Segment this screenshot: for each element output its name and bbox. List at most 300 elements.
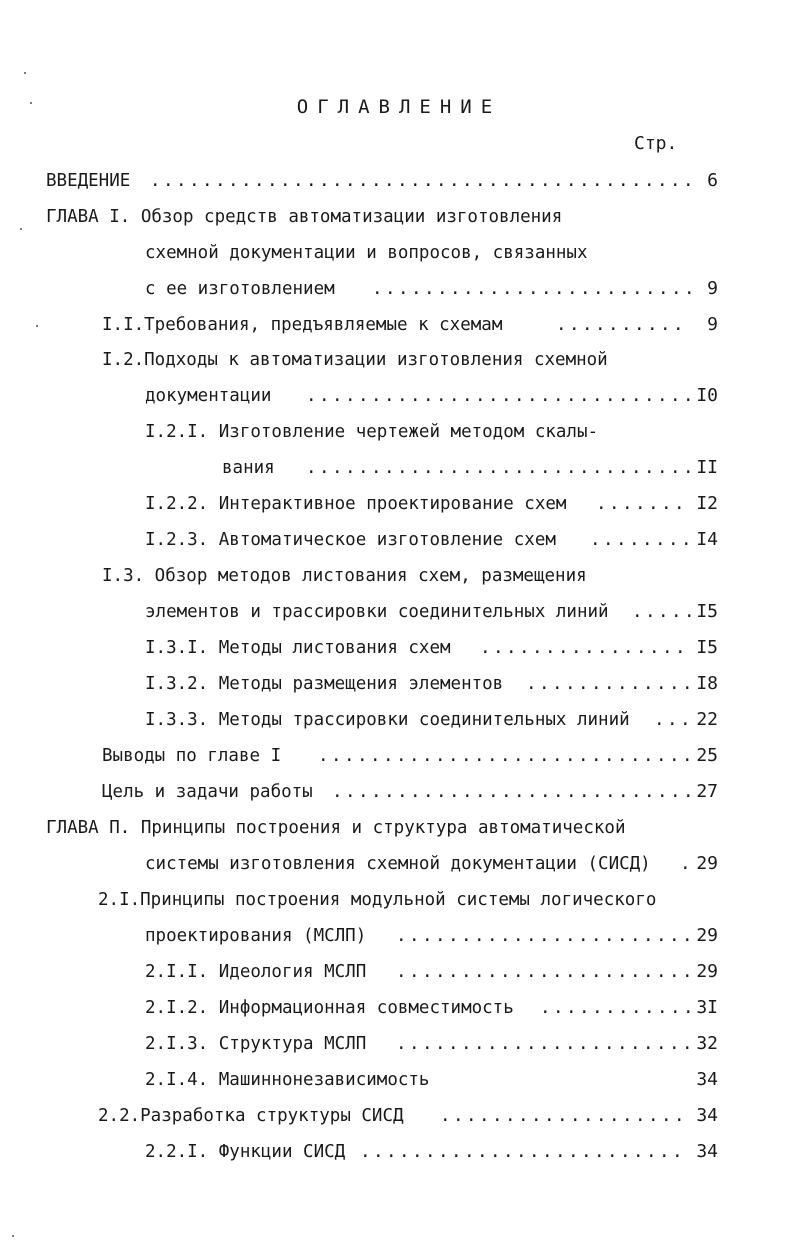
toc-entry-title: Выводы по главе I — [102, 746, 282, 766]
leader-dot: . — [680, 854, 691, 874]
leader-dot: . — [422, 746, 433, 766]
leader-dot: . — [474, 746, 485, 766]
leader-dot: . — [532, 638, 543, 658]
toc-page-number: 29 — [696, 853, 718, 874]
leader-dot: . — [630, 926, 641, 946]
leader-dot: . — [436, 782, 447, 802]
leader-dot: . — [590, 530, 601, 550]
leader-dot: . — [579, 171, 590, 191]
leader-dot: . — [674, 1106, 685, 1126]
leader-dot: . — [423, 782, 434, 802]
leader-dot: . — [540, 782, 551, 802]
leader-dot: . — [631, 998, 642, 1018]
leader-dot: . — [397, 171, 408, 191]
leader-dot: . — [566, 998, 577, 1018]
leader-dot: . — [618, 171, 629, 191]
leader-dot: . — [332, 171, 343, 191]
leader-dot: . — [466, 1106, 477, 1126]
leader-dot: . — [480, 638, 491, 658]
leader-dot: . — [683, 386, 694, 406]
leader-dot: . — [396, 926, 407, 946]
toc-page-number: 29 — [696, 925, 718, 946]
leader-dot: . — [632, 602, 643, 622]
leader-dot: . — [657, 998, 668, 1018]
leader-dot: . — [553, 386, 564, 406]
leader-dot: . — [398, 279, 409, 299]
leader-dot: . — [360, 1142, 371, 1162]
leader-dot: . — [617, 746, 628, 766]
leader-dot: . — [556, 315, 567, 335]
leader-dot: . — [513, 1034, 524, 1054]
toc-entry-title-continuation: системы изготовления схемной документации (СИСД) — [145, 854, 651, 874]
leader-dot: . — [514, 782, 525, 802]
leader-dot: . — [500, 962, 511, 982]
leader-dot: . — [682, 674, 693, 694]
leader-dot: . — [618, 458, 629, 478]
leader-dot: . — [435, 926, 446, 946]
leader-dot: . — [609, 1106, 620, 1126]
leader-dot: . — [630, 1034, 641, 1054]
leader-dot: . — [540, 998, 551, 1018]
leader-dot: . — [518, 1106, 529, 1126]
leader-dot: . — [581, 1142, 592, 1162]
leader-dot: . — [449, 171, 460, 191]
leader-dot: . — [540, 458, 551, 478]
leader-dot: . — [683, 171, 694, 191]
leader-dot: . — [370, 746, 381, 766]
toc-entry-title: 2.I.3. Структура МСЛП — [145, 1034, 367, 1054]
toc-entry-title: I.2.3. Автоматическое изготовление схем — [145, 530, 556, 550]
leader-dot: . — [527, 458, 538, 478]
leader-dot: . — [529, 1142, 540, 1162]
leader-dot: . — [513, 926, 524, 946]
leader-dot: . — [383, 746, 394, 766]
leader-dot: . — [565, 926, 576, 946]
leader-dot: . — [592, 171, 603, 191]
toc-page-number: 34 — [696, 1069, 718, 1090]
toc-title: ОГЛАВЛЕНИЕ — [296, 96, 502, 118]
leader-dot: . — [293, 171, 304, 191]
leader-dot: . — [642, 530, 653, 550]
leader-dot: . — [670, 782, 681, 802]
leader-dot: . — [358, 458, 369, 478]
leader-dot: . — [453, 1106, 464, 1126]
leader-dot: . — [437, 279, 448, 299]
scan-speck — [24, 72, 26, 74]
toc-entry-title: 2.I.2. Информационная совместимость — [145, 998, 514, 1018]
leader-dot: . — [618, 998, 629, 1018]
leader-dot: . — [604, 746, 615, 766]
leader-dot: . — [661, 494, 672, 514]
page-column-header: Стр. — [634, 133, 678, 154]
leader-dot: . — [332, 458, 343, 478]
leader-dot: . — [605, 782, 616, 802]
toc-page-number: 25 — [696, 745, 718, 766]
leader-dot: . — [267, 171, 278, 191]
leader-dot: . — [539, 674, 550, 694]
leader-dot: . — [502, 279, 513, 299]
leader-dot: . — [591, 674, 602, 694]
leader-dot: . — [487, 926, 498, 946]
leader-dot: . — [319, 386, 330, 406]
leader-dot: . — [603, 530, 614, 550]
leader-dot: . — [607, 1142, 618, 1162]
leader-dot: . — [673, 315, 684, 335]
leader-dot: . — [436, 458, 447, 478]
leader-dot: . — [597, 638, 608, 658]
leader-dot: . — [634, 315, 645, 335]
toc-page-number: 9 — [707, 314, 718, 335]
leader-dot: . — [619, 279, 630, 299]
leader-dot: . — [462, 386, 473, 406]
leader-dot: . — [579, 386, 590, 406]
leader-dot: . — [648, 1106, 659, 1126]
leader-dot: . — [669, 926, 680, 946]
toc-entry-title: I.2.I. Изготовление чертежей методом скалы- — [145, 422, 599, 442]
leader-dot: . — [331, 746, 342, 766]
leader-dot: . — [527, 171, 538, 191]
leader-dot: . — [682, 926, 693, 946]
leader-dot: . — [228, 171, 239, 191]
toc-page-number: 6 — [707, 170, 718, 191]
leader-dot: . — [397, 386, 408, 406]
leader-dot: . — [332, 386, 343, 406]
leader-dot: . — [423, 458, 434, 478]
leader-dot: . — [539, 746, 550, 766]
leader-dot: . — [475, 458, 486, 478]
leader-dot: . — [345, 171, 356, 191]
leader-dot: . — [661, 1106, 672, 1126]
leader-dot: . — [621, 315, 632, 335]
leader-dot: . — [578, 962, 589, 982]
leader-dot: . — [501, 458, 512, 478]
toc-entry-title: Цель и задачи работы — [102, 782, 313, 802]
toc-entry-title-continuation: с ее изготовлением — [145, 279, 335, 299]
leader-dot: . — [566, 458, 577, 478]
leader-dot: . — [241, 171, 252, 191]
toc-entry-title: 2.2.I. Функции СИСД — [145, 1142, 346, 1162]
leader-dot: . — [396, 962, 407, 982]
leader-dot: . — [449, 782, 460, 802]
leader-dot: . — [397, 782, 408, 802]
leader-dot: . — [578, 926, 589, 946]
toc-entry-title-continuation: элементов и трассировки соединительных линий — [145, 602, 609, 622]
leader-dot: . — [578, 746, 589, 766]
scan-speck — [20, 228, 22, 230]
leader-dot: . — [579, 458, 590, 478]
leader-dot: . — [435, 1034, 446, 1054]
toc-page-number: I5 — [696, 601, 718, 622]
leader-dot: . — [631, 171, 642, 191]
leader-dot: . — [435, 746, 446, 766]
leader-dot: . — [435, 962, 446, 982]
leader-dot: . — [461, 746, 472, 766]
leader-dot: . — [463, 279, 474, 299]
toc-page-number: 34 — [696, 1105, 718, 1126]
leader-dot: . — [357, 746, 368, 766]
toc-entry-title: 2.2.Разработка структуры СИСД — [98, 1106, 404, 1126]
leader-dot: . — [505, 1106, 516, 1126]
leader-dot: . — [660, 315, 671, 335]
leader-dot: . — [384, 386, 395, 406]
leader-dot: . — [373, 1142, 384, 1162]
leader-dot: . — [647, 315, 658, 335]
leader-dot: . — [385, 279, 396, 299]
toc-entry-title-continuation: документации — [145, 386, 272, 406]
leader-dot: . — [488, 386, 499, 406]
toc-page-number: 32 — [696, 1033, 718, 1054]
toc-page-number: 22 — [696, 709, 718, 730]
leader-dot: . — [306, 386, 317, 406]
leader-dot: . — [503, 1142, 514, 1162]
leader-dot: . — [176, 171, 187, 191]
leader-dot: . — [410, 171, 421, 191]
toc-entry-title: 2.I.I. Идеология МСЛП — [145, 962, 367, 982]
leader-dot: . — [670, 386, 681, 406]
leader-dot: . — [656, 962, 667, 982]
leader-dot: . — [604, 674, 615, 694]
leader-dot: . — [461, 926, 472, 946]
leader-dot: . — [345, 386, 356, 406]
leader-dot: . — [566, 386, 577, 406]
leader-dot: . — [513, 962, 524, 982]
leader-dot: . — [423, 386, 434, 406]
leader-dot: . — [591, 1034, 602, 1054]
leader-dot: . — [555, 1142, 566, 1162]
toc-entry-title: I.2.Подходы к автоматизации изготовления схемной — [102, 350, 608, 370]
leader-dot: . — [448, 1034, 459, 1054]
leader-dot: . — [412, 1142, 423, 1162]
leader-dot: . — [617, 1034, 628, 1054]
leader-dot: . — [461, 1034, 472, 1054]
toc-entry-title: I.3.3. Методы трассировки соединительных линий — [145, 710, 630, 730]
leader-dot: . — [410, 458, 421, 478]
leader-dot: . — [608, 315, 619, 335]
leader-dot: . — [399, 1142, 410, 1162]
leader-dot: . — [552, 962, 563, 982]
scan-speck — [12, 1235, 14, 1237]
leader-dot: . — [384, 171, 395, 191]
leader-dot: . — [566, 171, 577, 191]
leader-dot: . — [527, 386, 538, 406]
leader-dot: . — [410, 782, 421, 802]
leader-dot: . — [450, 279, 461, 299]
leader-dot: . — [542, 1142, 553, 1162]
leader-dot: . — [606, 279, 617, 299]
leader-dot: . — [671, 279, 682, 299]
leader-dot: . — [438, 1142, 449, 1162]
leader-dot: . — [605, 998, 616, 1018]
leader-dot: . — [476, 279, 487, 299]
toc-entry-title: ГЛАВА I. Обзор средств автоматизации изготовления — [46, 207, 563, 227]
leader-dot: . — [632, 279, 643, 299]
leader-dot: . — [610, 638, 621, 658]
leader-dot: . — [462, 458, 473, 478]
leader-dot: . — [604, 962, 615, 982]
leader-dot: . — [669, 746, 680, 766]
leader-dot: . — [501, 386, 512, 406]
leader-dot: . — [448, 746, 459, 766]
leader-dot: . — [655, 530, 666, 550]
leader-dot: . — [215, 171, 226, 191]
leader-dot: . — [635, 494, 646, 514]
leader-dot: . — [633, 1142, 644, 1162]
leader-dot: . — [493, 638, 504, 658]
leader-dot: . — [541, 279, 552, 299]
leader-dot: . — [371, 782, 382, 802]
toc-entry-title: ВВЕДЕНИЕ — [46, 171, 131, 191]
leader-dot: . — [409, 926, 420, 946]
leader-dot: . — [384, 782, 395, 802]
leader-dot: . — [630, 746, 641, 766]
leader-dot: . — [645, 279, 656, 299]
leader-dot: . — [319, 458, 330, 478]
toc-entry-title: I.3.I. Методы листования схем — [145, 638, 451, 658]
leader-dot: . — [592, 458, 603, 478]
leader-dot: . — [644, 998, 655, 1018]
leader-dot: . — [557, 1106, 568, 1126]
leader-dot: . — [488, 458, 499, 478]
leader-dot: . — [566, 782, 577, 802]
leader-dot: . — [474, 926, 485, 946]
leader-dot: . — [344, 746, 355, 766]
leader-dot: . — [656, 1034, 667, 1054]
leader-dot: . — [332, 782, 343, 802]
leader-dot: . — [656, 746, 667, 766]
toc-entry-title-continuation: вания — [222, 458, 275, 478]
leader-dot: . — [644, 782, 655, 802]
leader-dot: . — [670, 171, 681, 191]
leader-dot: . — [552, 1034, 563, 1054]
leader-dot: . — [440, 1106, 451, 1126]
leader-dot: . — [605, 171, 616, 191]
leader-dot: . — [580, 279, 591, 299]
leader-dot: . — [583, 1106, 594, 1126]
leader-dot: . — [630, 962, 641, 982]
leader-dot: . — [451, 1142, 462, 1162]
leader-dot: . — [669, 674, 680, 694]
leader-dot: . — [306, 458, 317, 478]
toc-page-number: I5 — [696, 637, 718, 658]
leader-dot: . — [280, 171, 291, 191]
leader-dot: . — [683, 998, 694, 1018]
toc-entry-title-continuation: схемной документации и вопросов, связанных — [145, 243, 588, 263]
leader-dot: . — [616, 530, 627, 550]
leader-dot: . — [592, 386, 603, 406]
leader-dot: . — [487, 962, 498, 982]
toc-page-number: 29 — [696, 961, 718, 982]
leader-dot: . — [539, 962, 550, 982]
leader-dot: . — [593, 279, 604, 299]
leader-dot: . — [584, 638, 595, 658]
leader-dot: . — [609, 494, 620, 514]
leader-dot: . — [643, 746, 654, 766]
leader-dot: . — [448, 962, 459, 982]
leader-dot: . — [591, 746, 602, 766]
leader-dot: . — [462, 171, 473, 191]
leader-dot: . — [656, 674, 667, 694]
leader-dot: . — [526, 1034, 537, 1054]
toc-page-number: 27 — [696, 781, 718, 802]
leader-dot: . — [516, 1142, 527, 1162]
leader-dot: . — [631, 782, 642, 802]
toc-entry-title: I.2.2. Интерактивное проектирование схем — [145, 494, 567, 514]
leader-dot: . — [594, 1142, 605, 1162]
leader-dot: . — [527, 782, 538, 802]
leader-dot: . — [668, 530, 679, 550]
toc-entry-title: I.3. Обзор методов листования схем, размещения — [102, 566, 587, 586]
leader-dot: . — [552, 674, 563, 694]
leader-dot: . — [254, 171, 265, 191]
leader-dot: . — [669, 1034, 680, 1054]
leader-dot: . — [371, 386, 382, 406]
leader-dot: . — [487, 1034, 498, 1054]
leader-dot: . — [591, 962, 602, 982]
leader-dot: . — [410, 386, 421, 406]
leader-dot: . — [540, 171, 551, 191]
leader-dot: . — [371, 458, 382, 478]
leader-dot: . — [672, 1142, 683, 1162]
leader-dot: . — [565, 674, 576, 694]
leader-dot: . — [683, 458, 694, 478]
leader-dot: . — [591, 926, 602, 946]
leader-dot: . — [643, 926, 654, 946]
leader-dot: . — [436, 386, 447, 406]
leader-dot: . — [617, 926, 628, 946]
toc-page-number: I8 — [696, 673, 718, 694]
leader-dot: . — [579, 998, 590, 1018]
leader-dot: . — [682, 746, 693, 766]
leader-dot: . — [645, 602, 656, 622]
leader-dot: . — [553, 998, 564, 1018]
leader-dot: . — [582, 315, 593, 335]
leader-dot: . — [514, 171, 525, 191]
leader-dot: . — [526, 962, 537, 982]
leader-dot: . — [629, 530, 640, 550]
leader-dot: . — [409, 962, 420, 982]
leader-dot: . — [488, 171, 499, 191]
leader-dot: . — [477, 1142, 488, 1162]
leader-dot: . — [189, 171, 200, 191]
leader-dot: . — [558, 638, 569, 658]
leader-dot: . — [684, 279, 695, 299]
leader-dot: . — [424, 279, 435, 299]
leader-dot: . — [579, 782, 590, 802]
leader-dot: . — [514, 386, 525, 406]
leader-dot: . — [519, 638, 530, 658]
toc-entry-title: ГЛАВА П. Принципы построения и структура автоматической — [46, 818, 626, 838]
leader-dot: . — [371, 171, 382, 191]
leader-dot: . — [448, 926, 459, 946]
leader-dot: . — [474, 1034, 485, 1054]
toc-page-number: 3I — [696, 997, 718, 1018]
leader-dot: . — [150, 171, 161, 191]
leader-dot: . — [631, 458, 642, 478]
leader-dot: . — [644, 386, 655, 406]
leader-dot: . — [422, 1034, 433, 1054]
leader-dot: . — [568, 1142, 579, 1162]
leader-dot: . — [490, 1142, 501, 1162]
leader-dot: . — [643, 1034, 654, 1054]
leader-dot: . — [649, 638, 660, 658]
leader-dot: . — [674, 494, 685, 514]
leader-dot: . — [345, 782, 356, 802]
toc-entry-title: 2.I.Принципы построения модульной системы логического — [98, 890, 657, 910]
leader-dot: . — [592, 782, 603, 802]
leader-dot: . — [656, 926, 667, 946]
leader-dot: . — [570, 1106, 581, 1126]
leader-dot: . — [409, 746, 420, 766]
